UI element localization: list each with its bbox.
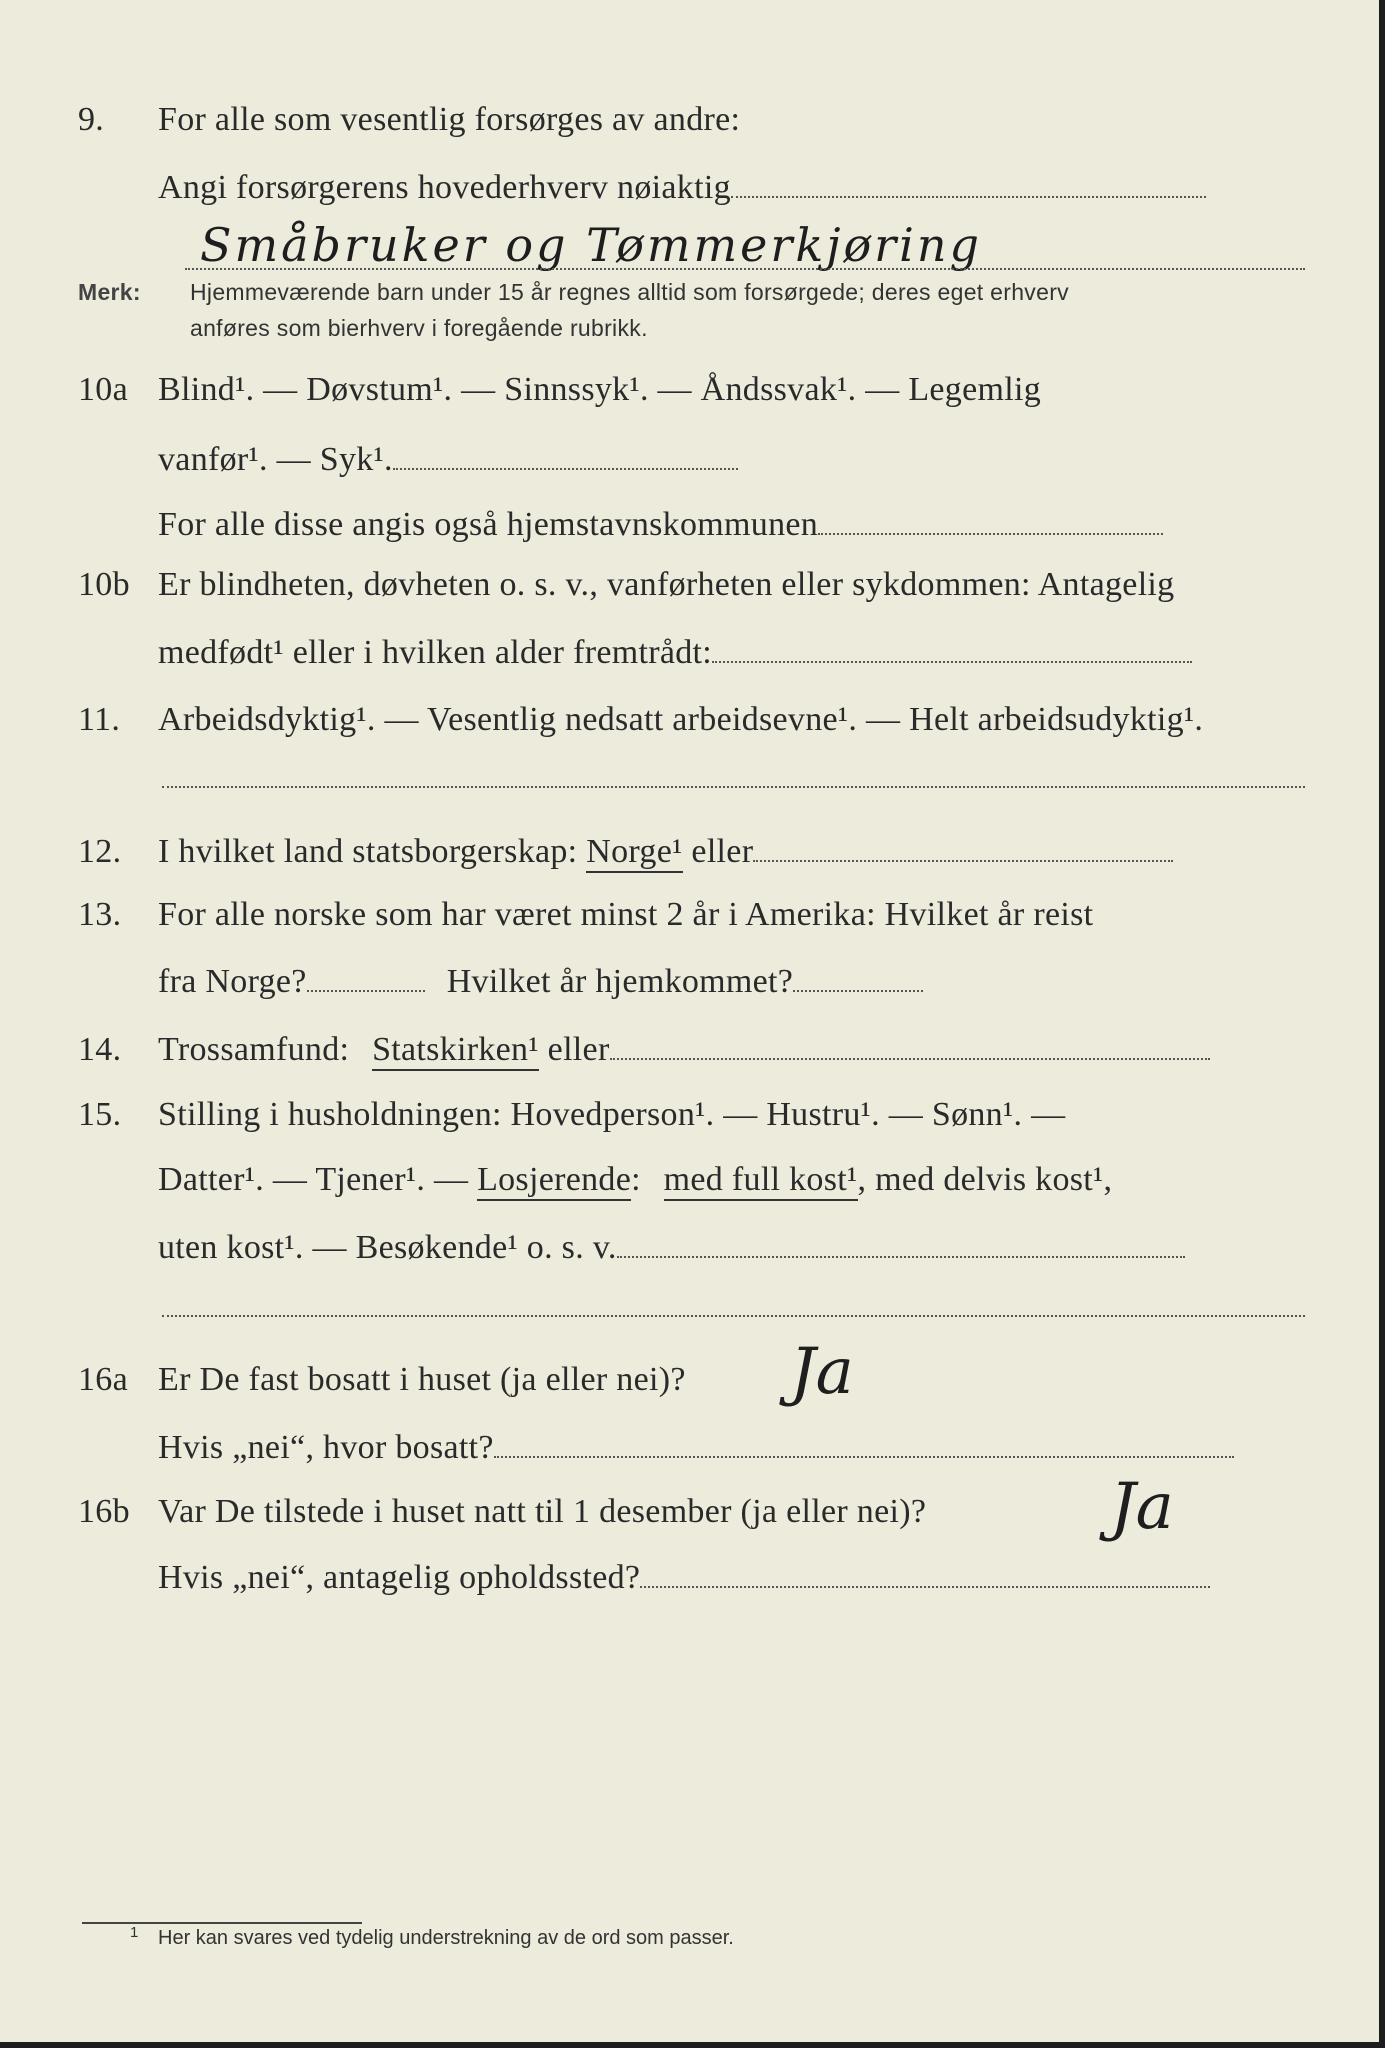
q12-number: 12.: [78, 833, 122, 870]
q14-number: 14.: [78, 1031, 122, 1068]
q16b-answer-line: [640, 1558, 1210, 1588]
q12-text-post: eller: [691, 833, 754, 870]
q9-handwritten-answer: Småbruker og Tømmerkjøring: [200, 218, 982, 272]
q14-underlined-statskirken: Statskirken¹: [372, 1031, 539, 1071]
q15-answer-line: [617, 1228, 1185, 1258]
q10a-hometown-line: [818, 505, 1163, 535]
q13-return-line: [793, 962, 923, 992]
footnote-rule: [82, 1922, 362, 1924]
q13-text-1: For alle norske som har været minst 2 år i Amerika: Hvilket år reist: [158, 896, 1094, 933]
q16a-text-1: Er De fast bosatt i huset (ja eller nei)?: [158, 1361, 686, 1398]
q10a-answer-line: [393, 440, 738, 470]
q11-text-1: Arbeidsdyktig¹. — Vesentlig nedsatt arbeidsevne¹. — Helt arbeidsudyktig¹.: [158, 701, 1204, 738]
q16b-handwritten-answer: Ja: [1110, 1470, 1174, 1544]
q9-number: 9.: [78, 101, 105, 138]
q16b-text-2: Hvis „nei“, antagelig opholdssted?: [158, 1559, 641, 1596]
q16a-text-2: Hvis „nei“, hvor bosatt?: [158, 1429, 494, 1466]
q15-text-2a: Datter¹. — Tjener¹. —: [158, 1161, 469, 1198]
q10b-text-1: Er blindheten, døvheten o. s. v., vanførheten eller sykdommen: Antagelig: [158, 566, 1175, 603]
q9-text-1: For alle som vesentlig forsørges av andre:: [158, 101, 741, 138]
q15-number: 15.: [78, 1096, 122, 1133]
q16b-text-1: Var De tilstede i huset natt til 1 desember (ja eller nei)?: [158, 1493, 927, 1530]
q14-text-post: eller: [547, 1031, 610, 1068]
q15-text-2c: :: [631, 1161, 641, 1198]
q12-answer-line: [753, 832, 1173, 862]
merk-text-2: anføres som bierhverv i foregående rubrikk.: [190, 315, 648, 341]
merk-label: Merk:: [78, 279, 141, 305]
q16a-handwritten-answer: Ja: [790, 1335, 854, 1409]
q16a-number: 16a: [78, 1361, 128, 1398]
q10b-answer-line: [712, 633, 1192, 663]
q10a-number: 10a: [78, 371, 128, 408]
q10b-text-2: medfødt¹ eller i hvilken alder fremtrådt:: [158, 634, 713, 671]
q13-text-2b: Hvilket år hjemkommet?: [446, 963, 794, 1000]
footnote-mark: 1: [130, 1924, 139, 1941]
q9-answer-line: [731, 168, 1206, 198]
q15-extra-line: [162, 1315, 1305, 1317]
q10a-text-2: vanfør¹. — Syk¹.: [158, 441, 393, 478]
q14-answer-line: [610, 1030, 1210, 1060]
q15-underlined-losjerende: Losjerende: [477, 1161, 631, 1201]
q9-text-2: Angi forsørgerens hovederhverv nøiaktig: [158, 169, 731, 206]
q15-underlined-full-kost: med full kost¹: [664, 1161, 858, 1201]
merk-text-1: Hjemmeværende barn under 15 år regnes alltid som forsørgede; deres eget erhverv: [190, 279, 1069, 305]
q12-text-pre: I hvilket land statsborgerskap:: [158, 833, 578, 870]
q10a-text-3: For alle disse angis også hjemstavnskommunen: [158, 506, 819, 543]
q16a-answer-line: [494, 1428, 1234, 1458]
q12-underlined-norge: Norge¹: [586, 833, 682, 873]
q13-departure-line: [307, 962, 425, 992]
q16b-number: 16b: [78, 1493, 130, 1530]
footnote-text: Her kan svares ved tydelig understrekning av de ord som passer.: [158, 1927, 734, 1949]
q13-number: 13.: [78, 896, 122, 933]
q9-answer-underline: [185, 268, 1305, 270]
q10a-text-1: Blind¹. — Døvstum¹. — Sinnssyk¹. — Åndssvak¹. — Legemlig: [158, 371, 1042, 408]
q13-text-2a: fra Norge?: [158, 963, 307, 1000]
q11-answer-line: [162, 786, 1305, 788]
q10b-number: 10b: [78, 566, 130, 603]
q14-text-pre: Trossamfund:: [158, 1031, 350, 1068]
q15-text-3: uten kost¹. — Besøkende¹ o. s. v.: [158, 1229, 617, 1266]
q15-text-2e: , med delvis kost¹,: [857, 1161, 1113, 1198]
q11-number: 11.: [78, 701, 121, 738]
q15-text-1: Stilling i husholdningen: Hovedperson¹. — Hustru¹. — Sønn¹. —: [158, 1096, 1066, 1133]
